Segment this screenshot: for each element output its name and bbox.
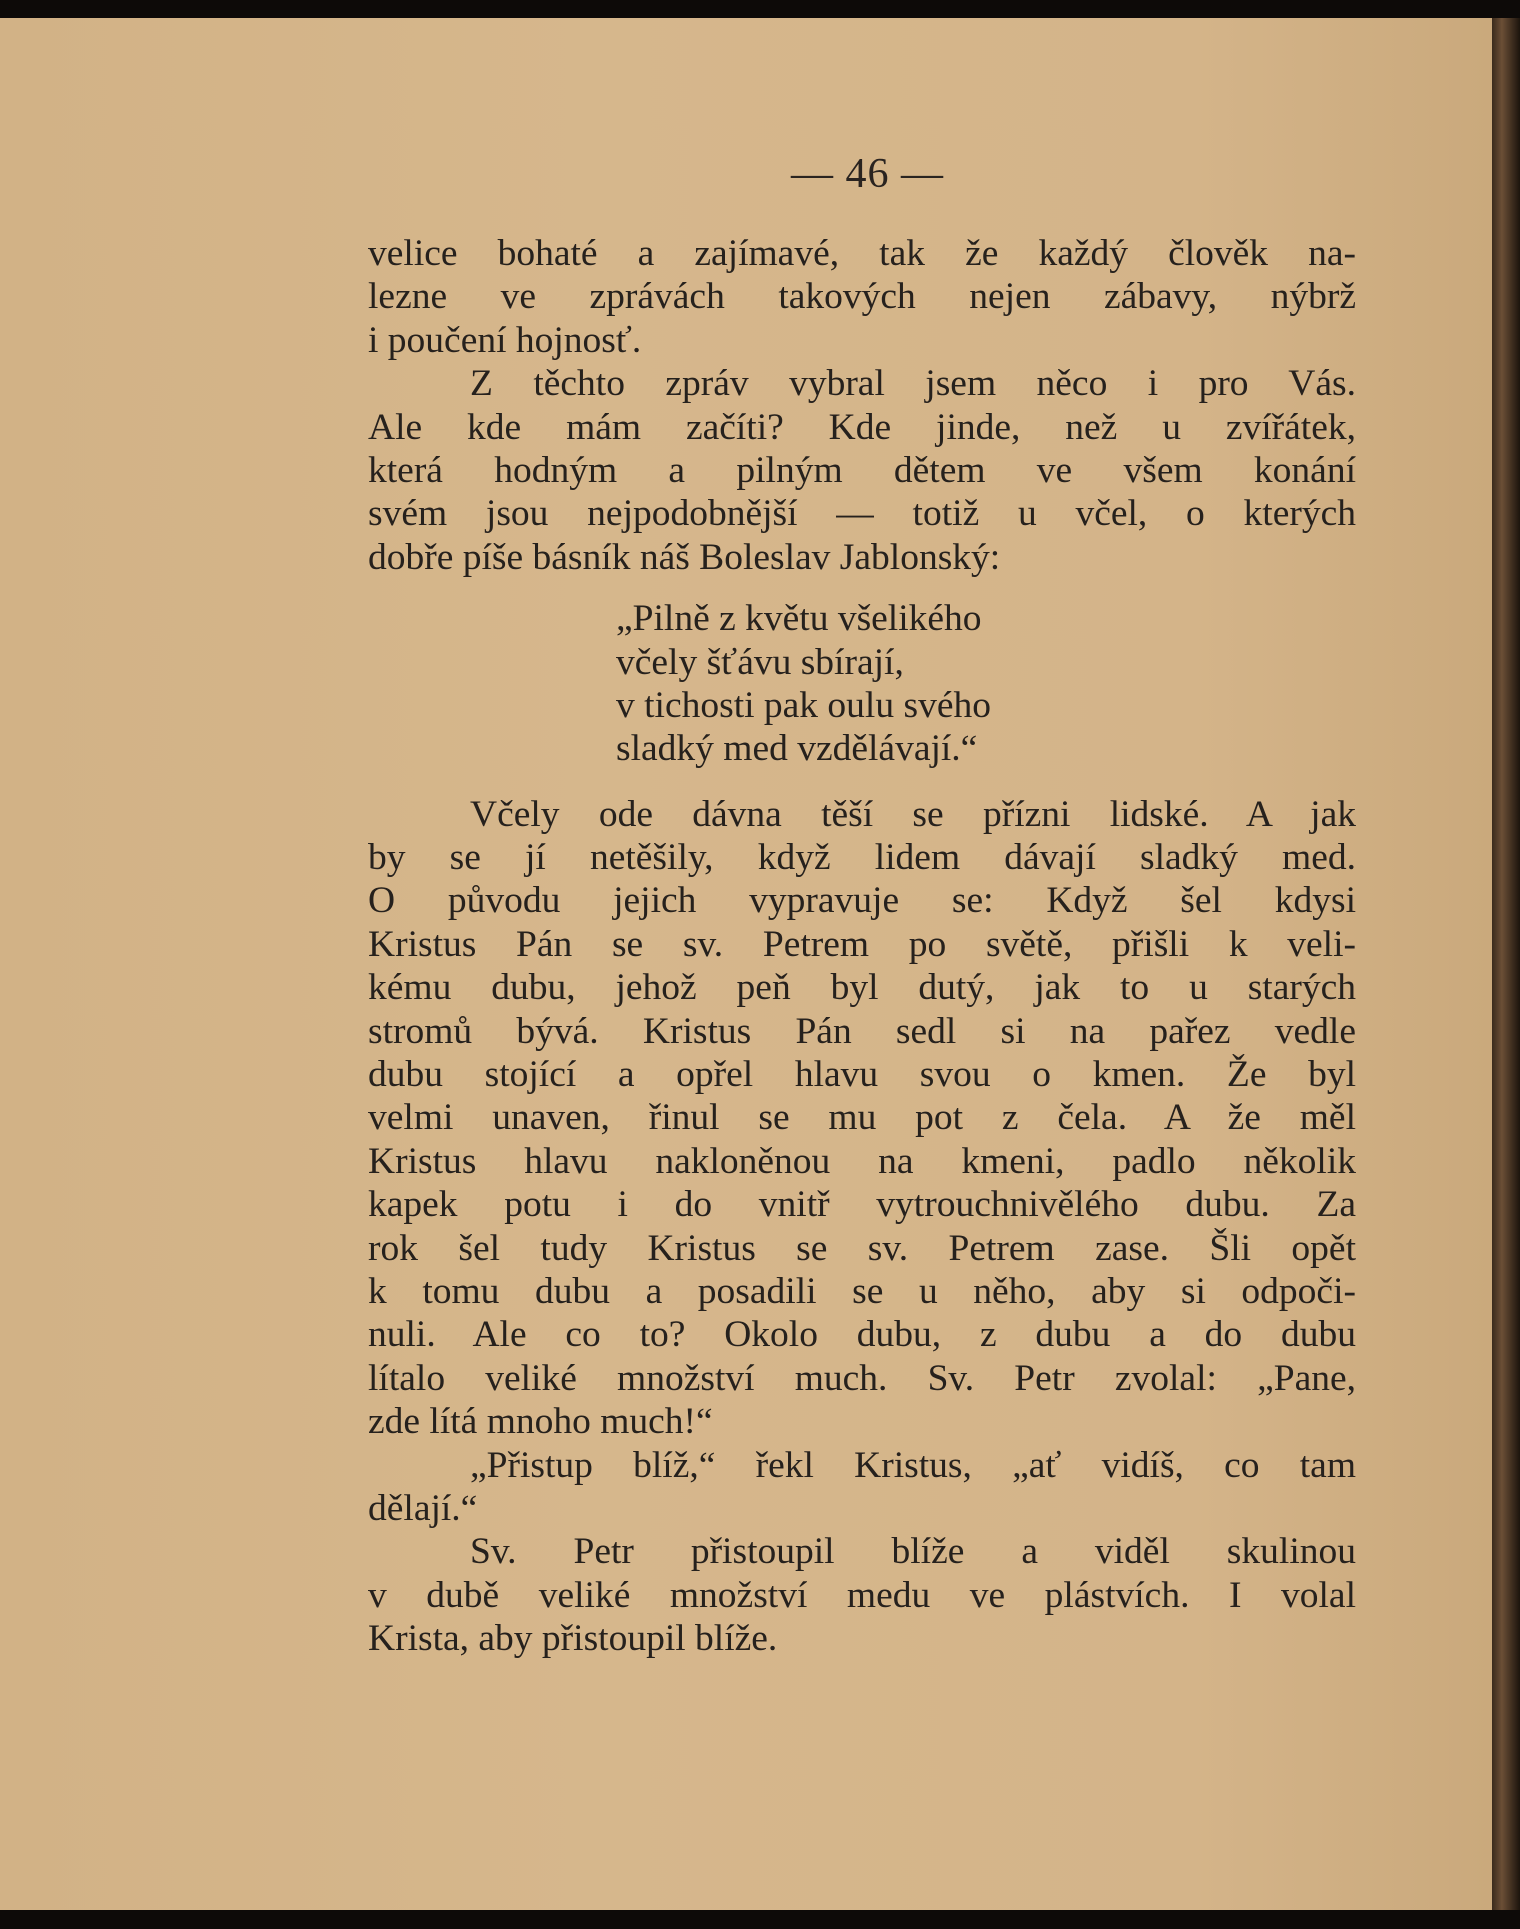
- poem-line: v tichosti pak oulu svého: [616, 684, 991, 726]
- text-line: kapek potu i do vnitř vytrouchnivělého dubu. Za: [368, 1184, 1356, 1226]
- text-line: Krista, aby přistoupil blíže.: [368, 1618, 778, 1660]
- text-line: k tomu dubu a posadili se u něho, aby si odpoči-: [368, 1270, 1356, 1312]
- text-line: Kristus hlavu nakloněnou na kmeni, padlo několik: [368, 1140, 1356, 1182]
- text-line: Ale kde mám začíti? Kde jinde, než u zvířátek,: [368, 406, 1356, 448]
- text-line: velice bohaté a zajímavé, tak že každý člověk na-: [368, 233, 1356, 274]
- text-line: velmi unaven, řinul se mu pot z čela. A že měl: [368, 1097, 1356, 1139]
- text-line: Kristus Pán se sv. Petrem po světě, přišli k veli-: [368, 923, 1356, 965]
- poem-quote: [616, 597, 1356, 771]
- text-line: nuli. Ale co to? Okolo dubu, z dubu a do dubu: [368, 1314, 1356, 1356]
- text-line: lezne ve zprávách takových nejen zábavy, nýbrž: [368, 276, 1356, 318]
- paragraph: [368, 1530, 1356, 1660]
- text-line: by se jí netěšily, když lidem dávají sladký med.: [368, 837, 1356, 879]
- text-line: Z těchto zpráv vybral jsem něco i pro Vás.: [470, 363, 1356, 405]
- text-line: kému dubu, jehož peň byl dutý, jak to u starých: [368, 967, 1356, 1009]
- poem-line: „Pilně z květu všelikého: [616, 598, 982, 640]
- body-text: [368, 232, 1356, 1661]
- poem-line: včely šťávu sbírají,: [616, 641, 904, 683]
- text-line: zde lítá mnoho much!“: [368, 1401, 713, 1443]
- text-line: která hodným a pilným dětem ve všem konání: [368, 449, 1356, 491]
- paragraph: [368, 362, 1356, 579]
- text-line: i poučení hojnosť.: [368, 319, 642, 361]
- text-line: dobře píše básník náš Boleslav Jablonský:: [368, 536, 1001, 578]
- text-line: „Přistup blíž,“ řekl Kristus, „ať vidíš, co tam: [470, 1444, 1356, 1486]
- text-line: O původu jejich vypravuje se: Když šel kdysi: [368, 880, 1356, 922]
- text-line: svém jsou nejpodobnější — totiž u včel, o kterých: [368, 493, 1356, 535]
- text-line: dubu stojící a opřel hlavu svou o kmen. Že byl: [368, 1054, 1356, 1096]
- text-line: dělají.“: [368, 1487, 478, 1529]
- page-number: — 46 —: [791, 151, 944, 197]
- paragraph: [368, 232, 1356, 362]
- text-line: Včely ode dávna těší se přízni lidské. A jak: [470, 793, 1356, 835]
- poem-line: sladký med vzdělávají.“: [616, 728, 978, 770]
- book-spine-edge: [1492, 18, 1520, 1910]
- paragraph: [368, 793, 1356, 1444]
- text-line: lítalo veliké množství much. Sv. Petr zvolal: „Pane,: [368, 1357, 1356, 1399]
- text-line: Sv. Petr přistoupil blíže a viděl skulinou: [470, 1531, 1356, 1573]
- paragraph: [368, 1444, 1356, 1531]
- text-line: rok šel tudy Kristus se sv. Petrem zase. Šli opět: [368, 1227, 1356, 1269]
- text-line: v dubě veliké množství medu ve plástvích. I volal: [368, 1574, 1356, 1616]
- text-line: stromů bývá. Kristus Pán sedl si na pařez vedle: [368, 1010, 1356, 1052]
